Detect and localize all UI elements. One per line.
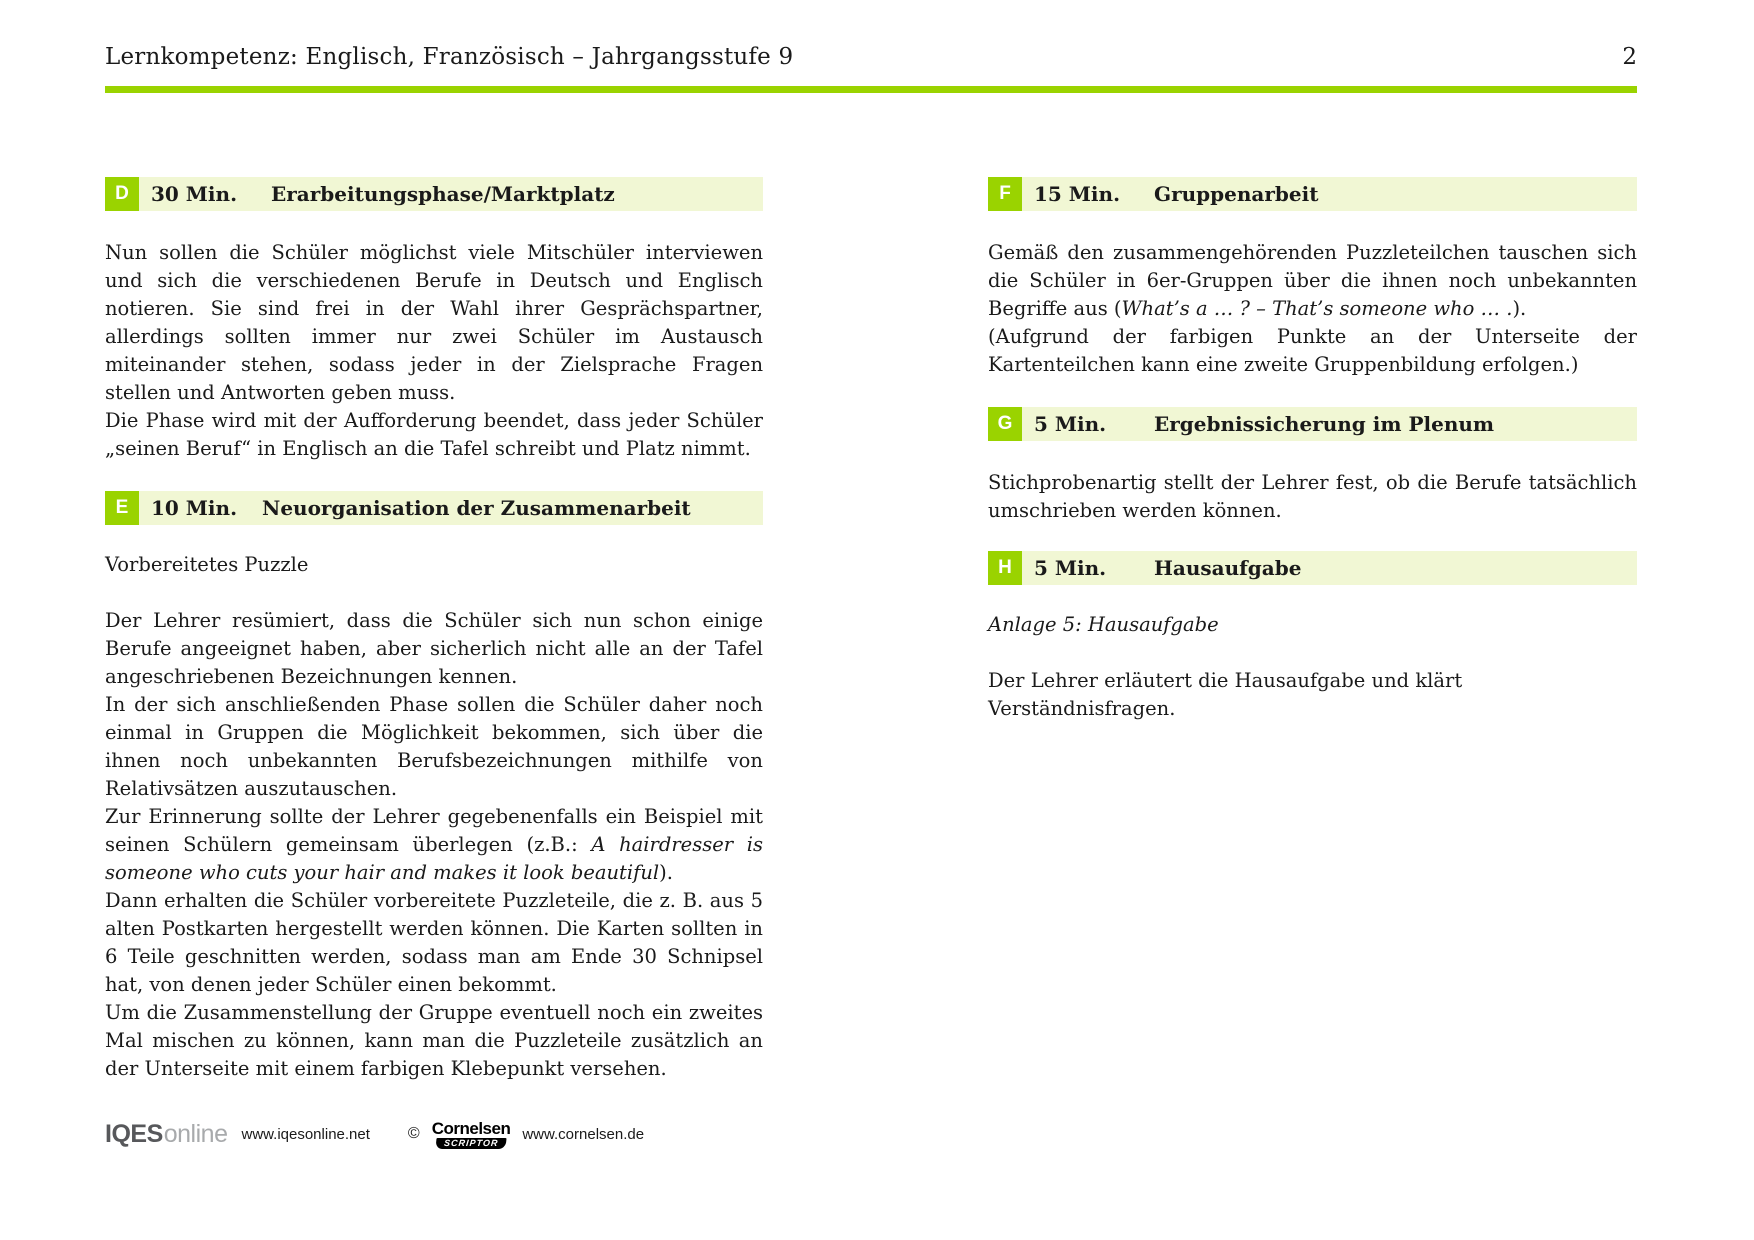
- section-bar-d: [105, 177, 763, 211]
- paragraph-h1: Der Lehrer erläutert die Hausaufgabe und klärt Verständnisfragen.: [988, 669, 1463, 720]
- copyright-symbol: ©: [407, 1125, 420, 1142]
- cornelsen-logo-scriptor-band: SCRIPTOR: [435, 1138, 506, 1149]
- iqes-url-link[interactable]: www.iqesonline.net: [241, 1125, 370, 1143]
- iqes-logo-light: online: [163, 1119, 228, 1148]
- iqes-logo-bold: IQES: [105, 1119, 163, 1148]
- section-badge-h: H: [988, 551, 1022, 585]
- paragraph-e4: Dann erhalten die Schüler vorbereitete Puzzleteile, die z. B. aus 5 alten Postkarten hergestellt werden können. Die Karten sollten in 6 Teile geschnitten werden, sodass man am Ende 30 Schnipsel hat, von denen jeder Schüler einen bekommt.: [105, 889, 763, 996]
- paragraph-f1-roman-1: Gemäß den zusammengehörenden Puzzleteilchen tauschen sich die Schüler in 6er-Gruppen über die ihnen noch unbekannten Begriffe aus (: [988, 241, 1637, 320]
- section-time-d: 30 Min.: [151, 182, 238, 206]
- section-time-e: 10 Min.: [151, 496, 238, 520]
- section-time-h: 5 Min.: [1034, 556, 1107, 580]
- cornelsen-url-link[interactable]: www.cornelsen.de: [522, 1125, 645, 1143]
- section-title-g: Ergebnissicherung im Plenum: [1154, 412, 1495, 436]
- paragraph-e2: In der sich anschließenden Phase sollen die Schüler daher noch einmal in Gruppen die Möglichkeit bekommen, sich über die ihnen noch unbekannten Berufsbezeichnungen mithilfe von Relativsätzen auszutauschen.: [105, 693, 763, 800]
- paragraph-e3: [105, 803, 763, 887]
- page-number: 2: [1622, 44, 1637, 70]
- footer: [105, 1112, 644, 1156]
- paragraph-e-intro: Vorbereitetes Puzzle: [105, 553, 309, 576]
- page-title: Lernkompetenz: Englisch, Französisch – Jahrgangsstufe 9: [105, 44, 794, 70]
- section-title-d: Erarbeitungsphase/Marktplatz: [271, 182, 615, 206]
- paragraph-e3-roman-2: ).: [659, 861, 673, 884]
- section-badge-g: G: [988, 407, 1022, 441]
- paragraph-e3-roman-1: Zur Erinnerung sollte der Lehrer gegebenenfalls ein Beispiel mit seinen Schülern gemeinsam überlegen (z.B.:: [105, 805, 763, 856]
- section-title-h: Hausaufgabe: [1154, 556, 1302, 580]
- paragraph-h-annex: Anlage 5: Hausaufgabe: [988, 613, 1219, 636]
- section-bar-g: [988, 407, 1637, 441]
- paragraph-f1-italic-example: What’s a … ? – That’s someone who … .: [1121, 297, 1513, 320]
- paragraph-g1: Stichprobenartig stellt der Lehrer fest, ob die Berufe tatsächlich umschrieben werden können.: [988, 471, 1637, 522]
- paragraph-d2: Die Phase wird mit der Aufforderung beendet, dass jeder Schüler „seinen Beruf“ in Englisch an die Tafel schreibt und Platz nimmt.: [105, 409, 763, 460]
- column-right: [988, 177, 1637, 723]
- paragraph-f2: (Aufgrund der farbigen Punkte an der Unterseite der Kartenteilchen kann eine zweite Gruppenbildung erfolgen.): [988, 325, 1637, 376]
- section-bar-f: [988, 177, 1637, 211]
- cornelsen-logo: [432, 1120, 511, 1149]
- section-bar-h: [988, 551, 1637, 585]
- section-badge-f: F: [988, 177, 1022, 211]
- section-title-f: Gruppenarbeit: [1154, 182, 1319, 206]
- iqes-logo: [105, 1120, 227, 1149]
- section-time-g: 5 Min.: [1034, 412, 1107, 436]
- column-left: [105, 177, 763, 1083]
- paragraph-e1: Der Lehrer resümiert, dass die Schüler sich nun schon einige Berufe angeeignet haben, aber sicherlich nicht alle an der Tafel angeschriebenen Bezeichnungen kennen.: [105, 609, 763, 688]
- section-time-f: 15 Min.: [1034, 182, 1121, 206]
- paragraph-f1-roman-2: ).: [1512, 297, 1527, 320]
- section-bar-e: [105, 491, 763, 525]
- section-title-e: Neuorganisation der Zusammenarbeit: [262, 496, 691, 520]
- header-rule: [105, 86, 1637, 93]
- cornelsen-logo-name: Cornelsen: [431, 1118, 511, 1138]
- section-badge-d: D: [105, 177, 139, 211]
- paragraph-e3-italic-example: A hairdresser is someone who cuts your hair and makes it look beautiful: [105, 833, 764, 884]
- paragraph-e5: Um die Zusammenstellung der Gruppe eventuell noch ein zweites Mal mischen zu können, kann man die Puzzleteile zusätzlich an der Unterseite mit einem farbigen Klebepunkt versehen.: [105, 1001, 763, 1080]
- paragraph-f1: [988, 239, 1637, 323]
- paragraph-d1: Nun sollen die Schüler möglichst viele Mitschüler interviewen und sich die verschiedenen Berufe in Deutsch und Englisch notieren. Sie sind frei in der Wahl ihrer Gesprächspartner, allerdings sollten immer nur zwei Schüler im Austausch miteinander stehen, sodass jeder in der Zielsprache Fragen stellen und Antworten geben muss.: [105, 241, 763, 404]
- section-badge-e: E: [105, 491, 139, 525]
